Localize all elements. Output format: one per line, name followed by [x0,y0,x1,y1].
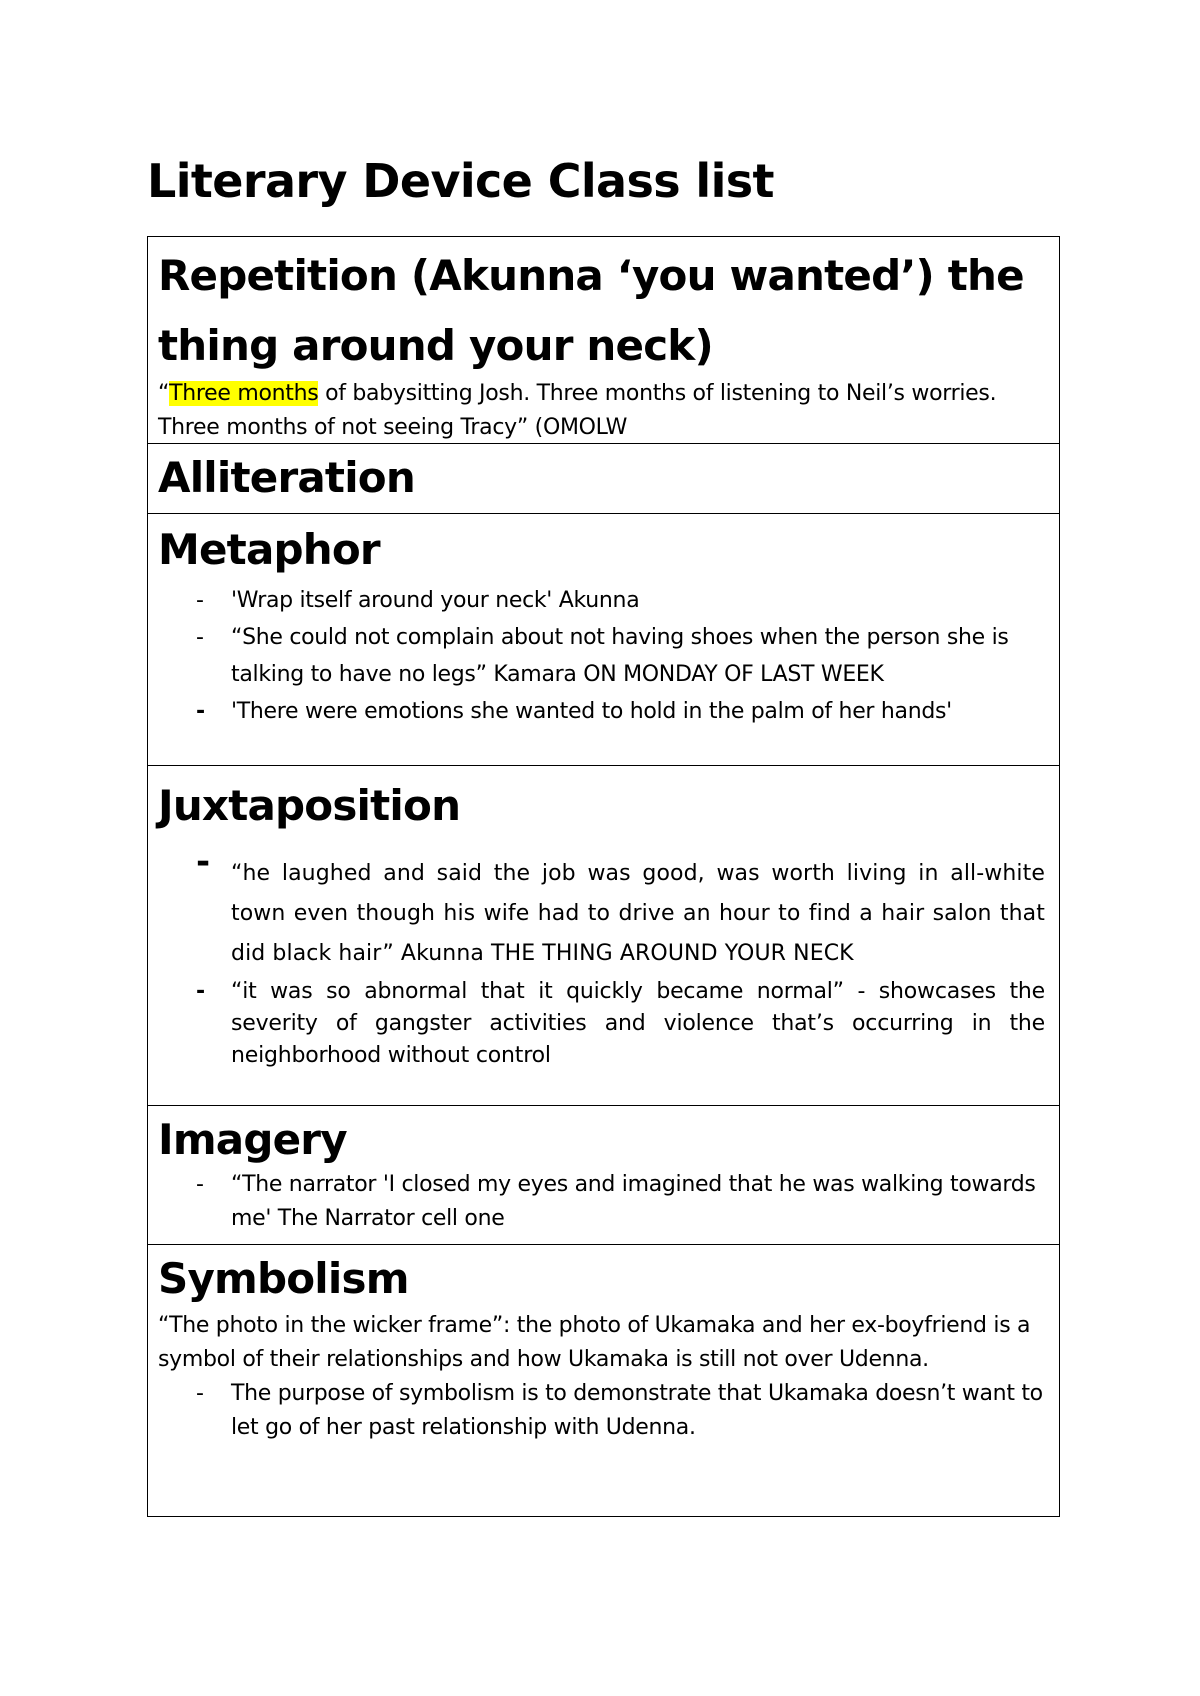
list-item-text: “The narrator 'I closed my eyes and imagined that he was walking towards me' The Narrator cell one [231,1172,1036,1231]
highlighted-text: Three months [169,381,319,406]
symbolism-list [158,1377,1049,1445]
imagery-row [148,1105,1059,1244]
list-item-text: The purpose of symbolism is to demonstrate that Ukamaka doesn’t want to let go of her past relationship with Udenna. [231,1381,1043,1440]
metaphor-heading: Metaphor [158,525,380,574]
dash-marker: - [196,842,211,882]
list-item-text: “he laughed and said the job was good, was worth living in all-white town even though his wife had to drive an hour to find a hair salon that did black hair” Akunna THE THING AROUND YOUR NECK [231,861,1045,966]
metaphor-list [158,582,1049,730]
dash-marker: - [196,625,204,650]
list-item [158,1168,1049,1236]
repetition-row [148,237,1059,443]
dash-marker: - [196,588,204,613]
list-item [158,619,1049,693]
alliteration-row [148,443,1059,513]
imagery-heading: Imagery [158,1115,347,1164]
list-item [158,1377,1049,1445]
symbolism-text: “The photo in the wicker frame”: the photo of Ukamaka and her ex-boyfriend is a symbol of their relationships and how Ukamaka is still not over Udenna. [158,1313,1031,1372]
symbolism-heading: Symbolism [158,1254,409,1303]
juxtaposition-row [148,765,1059,1105]
imagery-list [158,1168,1049,1236]
dash-marker: - [196,699,205,724]
list-item [158,842,1049,974]
juxtaposition-heading: Juxtaposition [158,781,461,830]
page-title: Literary Device Class list [147,154,774,208]
list-item [158,582,1049,619]
alliteration-heading: Alliteration [158,453,415,502]
list-item [158,693,1049,730]
dash-marker: - [196,1381,204,1406]
list-item-text: 'Wrap itself around your neck' Akunna [231,588,640,613]
literary-device-table [147,236,1060,1517]
metaphor-row [148,513,1059,765]
quote-open-mark: “ [158,381,170,406]
repetition-quote [158,377,1049,445]
list-item-text: “it was so abnormal that it quickly became normal” - showcases the severity of gangster activities and violence that’s occurring in the neighborhood without control [231,979,1045,1068]
repetition-heading: Repetition (Akunna ‘you wanted’) the thing around your neck) [158,251,1024,370]
repetition-quote-rest: of babysitting Josh. Three months of listening to Neil’s worries. Three months of not seeing Tracy” (OMOLW [158,381,997,440]
symbolism-row [148,1244,1059,1516]
list-item-text: “She could not complain about not having shoes when the person she is talking to have no legs” Kamara ON MONDAY OF LAST WEEK [231,625,1009,687]
list-item [158,976,1049,1072]
dash-marker: - [196,979,205,1004]
list-item-text: 'There were emotions she wanted to hold in the palm of her hands' [231,699,952,724]
dash-marker: - [196,1172,204,1197]
